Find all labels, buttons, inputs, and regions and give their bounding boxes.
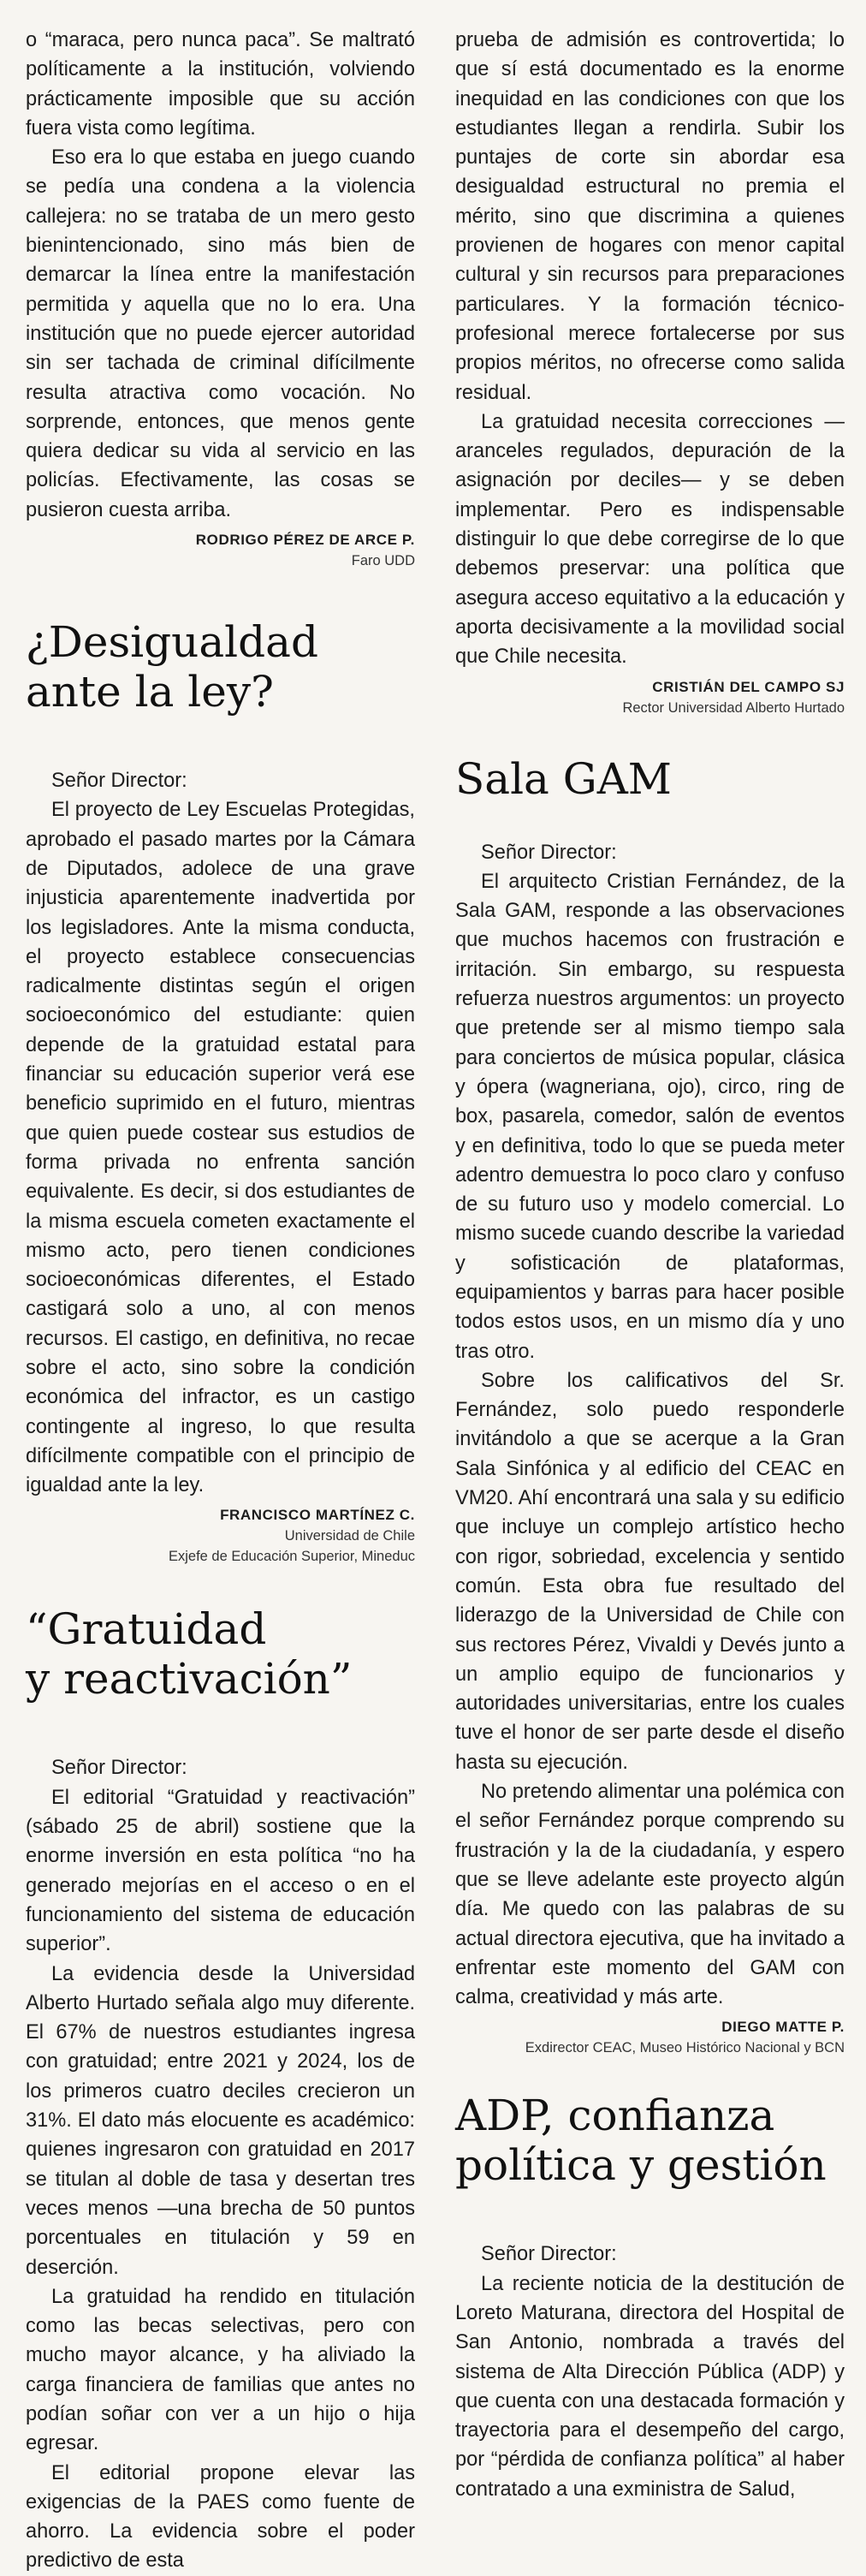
letter-title-line: ¿Desigualdad (26, 617, 318, 668)
letter-title-line: ADP, confianza (455, 2091, 775, 2141)
letter-title-line: “Gratuidad (26, 1604, 267, 1655)
left-column (26, 26, 415, 2576)
letter-paragraph: El proyecto de Ley Escuelas Protegidas, aprobado el pasado martes por la Cámara de Diputados, adolece de una grave injusticia aparentemente inadvertida por los legisladores. Ante la misma conducta, el proyecto establece consecuencias radicalmente distintas según el origen socioeconómico del estudiante: quien depende de la gratuidad estatal para financiar su educación superior verá ese beneficio suprimido en el futuro, mientras que quien puede costear sus estudios de forma privada no enfrenta sanción equivalente. Es decir, si dos estudiantes de la misma escuela cometen exactamente el mismo acto, pero tienen condiciones socioeconómicas diferentes, el Estado castigará solo a uno, al con menos recursos. El castigo, en definitiva, no recae sobre el acto, sino sobre la condición económica del infractor, es un castigo contingente al ingreso, lo que resulta difícilmente compatible con el principio de igualdad ante la ley. (26, 799, 415, 1497)
letter-paragraph: La gratuidad ha rendido en titulación como las becas selectivas, pero con mucho mayor alcance, y ha aliviado la carga financiera de familias que antes no podían soñar con ver a un hijo o hija egresar. (26, 2285, 415, 2455)
letter-affiliation: Exjefe de Educación Superior, Mineduc (168, 1549, 415, 1565)
letter-paragraph: La reciente noticia de la destitución de Loreto Maturana, directora del Hospital de San Antonio, nombrada a través del sistema de Alta Dirección Pública (ADP) y que cuenta con una destacada formación y trayectoria para el desempeño del cargo, por “pérdida de confianza política” al haber contratado a una exministra de Salud, (455, 2272, 845, 2501)
letter-title (455, 2091, 845, 2190)
continuation-paragraph: prueba de admisión es controvertida; lo que sí está documentado es la enorme inequidad en las condiciones con que los estudiantes llegan a rendirla. Subir los puntajes de corte sin abordar esa desigualdad estructural no premia el mérito, sino que discrimina a quienes provienen de hogares con menor capital cultural y sin recursos para preparaciones particulares. Y la formación técnico-profesional merece fortalecerse por sus propios méritos, no ofrecerse como salida residual. (455, 29, 845, 404)
continuation-paragraph: La gratuidad necesita correcciones —aranceles regulados, depuración de la asignación por deciles— y se deben implementar. Pero es indispensable distinguir lo que debe corregirse de lo que debemos preservar: una política que asegura acceso equitativo a la educación y aporta decisivamente a la movilidad social que Chile necesita. (455, 410, 845, 669)
letter-desigualdad (26, 617, 415, 1567)
intro-paragraph: o “maraca, pero nunca paca”. Se maltrató políticamente a la institución, volviendo prácticamente imposible que su acción fuera vista como legítima. (26, 29, 415, 140)
letter-paragraph: La evidencia desde la Universidad Alberto Hurtado señala algo muy diferente. El 67% de nuestros estudiantes ingresa con gratuidad; entre 2021 y 2024, los de los primeros cuatro deciles crecieron un 31%. El dato más elocuente es académico: quienes ingresaron con gratuidad en 2017 se titulan al doble de tasa y desertan tres veces menos —una brecha de 50 puntos porcentuales en titulación y 59 en deserción. (26, 1962, 415, 2279)
letter-gratuidad (26, 1604, 415, 2575)
letter-paragraph: El editorial “Gratuidad y reactivación” (sábado 25 de abril) sostiene que la enorme inversión en esta política “no ha generado mejorías en el acceso o en el funcionamiento del sistema de educación superior”. (26, 1786, 415, 1956)
letter-salutation: Señor Director: (481, 2243, 617, 2266)
letter-salutation: Señor Director: (481, 841, 617, 864)
letter-paragraph: Sobre los calificativos del Sr. Fernández, solo puedo responderle invitándolo a que se acerque a la Gran Sala Sinfónica y al edificio del CEAC en VM20. Ahí encontrará una sala y su edificio que incluye un complejo artístico hecho con rigor, sobriedad, excelencia y sentido común. Esta obra fue resultado del liderazgo de la Universidad de Chile con sus rectores Pérez, Vivaldi y Devés junto a un amplio equipo de funcionarios y autoridades universitarias, entre los cuales tuve el honor de ser parte desde el diseño hasta su ejecución. (455, 1369, 845, 1774)
letter-title: Sala GAM (455, 753, 673, 804)
letter-salutation: Señor Director: (51, 1757, 187, 1780)
right-column (455, 26, 845, 2504)
continuation-letter (455, 26, 845, 718)
letter-adp (455, 2091, 845, 2504)
intro-letter (26, 26, 415, 571)
letter-paragraph: El arquitecto Cristian Fernández, de la Sala GAM, responde a las observaciones que muchos hacemos con frustración e irritación. Sin embargo, su respuesta refuerza nuestros argumentos: un proyecto que pretende ser al mismo tiempo sala para conciertos de música popular, clásica y ópera (wagneriana, ojo), circo, ring de box, pasarela, comedor, salón de eventos y en definitiva, todo lo que se pueda meter adentro demuestra lo poco claro y confuso de su futuro uso y modelo comercial. Lo mismo sucede cuando describe la variedad y sofisticación de plataformas, equipamientos y barras para hacer posible todos estos usos, en un mismo día y uno tras otro. (455, 870, 845, 1363)
letter-affiliation: Universidad de Chile (284, 1528, 415, 1544)
intro-paragraph: Eso era lo que estaba en juego cuando se pedía una condena a la violencia callejera: no se trataba de un mero gesto bienintencionado, sino más bien de demarcar la línea entre la manifestación permitida y aquella que no lo era. Una institución que no puede ejercer autoridad sin ser tachada de criminal difícilmente resulta atractiva como vocación. No sorprende, entonces, que menos gente quiera dedicar su vida al servicio en las policías. Efectivamente, las cosas se pusieron cuesta arriba. (26, 146, 415, 521)
letter-paragraph: El editorial propone elevar las exigencias de la PAES como fuente de ahorro. La evidencia sobre el poder predictivo de esta (26, 2461, 415, 2573)
letter-salutation: Señor Director: (51, 770, 187, 793)
intro-affiliation: Faro UDD (351, 553, 415, 569)
letter-title-line: y reactivación” (26, 1654, 353, 1704)
letter-sala-gam (455, 754, 845, 2059)
intro-signer: RODRIGO PÉREZ DE ARCE P. (195, 532, 415, 549)
letter-title (26, 617, 415, 717)
continuation-affiliation: Rector Universidad Alberto Hurtado (622, 699, 845, 716)
letter-affiliation: Exdirector CEAC, Museo Histórico Nacional y BCN (525, 2040, 845, 2056)
letter-signer: DIEGO MATTE P. (721, 2019, 845, 2036)
continuation-signer: CRISTIÁN DEL CAMPO SJ (652, 678, 845, 695)
letter-title-line: política y gestión (455, 2140, 827, 2191)
letter-title-line: ante la ley? (26, 667, 274, 717)
letter-title (26, 1604, 415, 1704)
letter-paragraph: No pretendo alimentar una polémica con el señor Fernández porque comprendo su frustración y la de la ciudadanía, y espero que se lleve adelante este proyecto algún día. Me quedo con las palabras de su actual directora ejecutiva, que ha invitado a enfrentar este momento del GAM con calma, creatividad y más arte. (455, 1781, 845, 2009)
letter-signer: FRANCISCO MARTÍNEZ C. (220, 1507, 415, 1524)
